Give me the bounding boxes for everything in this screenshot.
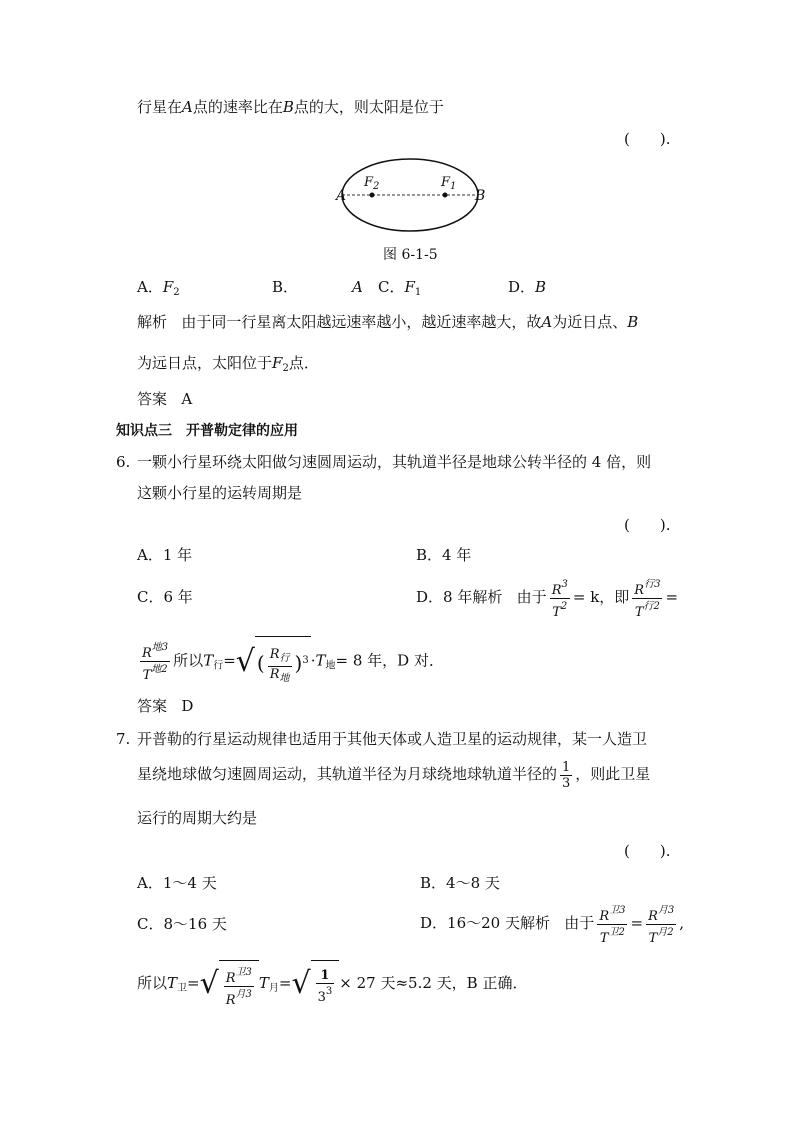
q6-answer-parentheses: ( ).	[624, 516, 671, 534]
q5-analysis-line-1: 解析 由于同一行星离太阳越远速率越小，越近速率越大，故A为近日点、B	[137, 313, 639, 331]
q6-option-c: C．6 年	[137, 588, 193, 606]
figure-label-b: B	[475, 188, 486, 204]
q5-option-c: C．$F_1$	[378, 278, 422, 298]
q7-analysis-formula: 所以$T_卫=√$ $\frac{R^{卫3}}{R^{月3}}$ $T_月=√$ $\frac{1}{3^3}$ × 27 天≈5.2 天，B 正确．	[137, 960, 527, 1011]
figure-label-f2: $F_2$	[364, 175, 380, 192]
q7-stem-line-2: 星绕地球做匀速圆周运动，其轨道半径为月球绕地球轨道半径的 $\frac{1}{3}$ ，则此卫星	[137, 759, 651, 791]
intro-question-text: 行星在A点的速率比在B点的大，则太阳是位于	[137, 98, 444, 116]
q5-analysis-line-2: 为远日点，太阳位于$F_2$点．	[137, 354, 319, 374]
q5-option-a: A．$F_2$	[137, 278, 180, 298]
q6-stem-line-2: 这颗小行星的运转周期是	[137, 484, 303, 502]
q7-answer-parentheses: ( ).	[624, 842, 671, 860]
section-title: 知识点三 开普勒定律的应用	[116, 423, 298, 439]
q7-option-a: A．1～4 天	[137, 874, 217, 892]
q7-option-c: C．8～16 天	[137, 915, 227, 933]
q7-stem-line-1: 开普勒的行星运动规律也适用于其他天体或人造卫星的运动规律，某一人造卫	[137, 730, 648, 748]
q5-option-b-value: A	[352, 278, 363, 296]
q7-option-b: B．4～8 天	[420, 874, 500, 892]
q6-option-d-and-analysis: D．8 年解析 由于 $\frac{R^3}{T^2}$ = k，即 $\frac{R^{行3}}{T^{行2}}$ =	[416, 578, 679, 620]
answer-parentheses: ( ).	[624, 130, 671, 148]
q6-answer: 答案 D	[137, 697, 194, 715]
figure-label-a: A	[336, 188, 347, 204]
q5-option-d: D．B	[508, 278, 547, 296]
q7-number: 7.	[116, 730, 131, 748]
q7-option-d-and-analysis: D．16～20 天解析 由于 $\frac{R^{卫3}}{T^{卫2}}$ = $\frac{R^{月3}}{T^{月2}}$ ,	[420, 904, 685, 946]
figure-label-f1: $F_1$	[441, 175, 457, 192]
q6-analysis-formula: $\frac{R^{地3}}{T^{地2}}$ 所以$T_行=√$ ( $\frac{R_行}{R_地}$ )$^3 \cdot T_地= 8$ 年，D 对．	[137, 636, 444, 689]
q5-option-b: B．	[272, 278, 299, 296]
q6-stem-line-1: 一颗小行星环绕太阳做匀速圆周运动，其轨道半径是地球公转半径的 4 倍，则	[137, 453, 652, 471]
q6-option-b: B．4 年	[416, 546, 472, 564]
ellipse-figure	[332, 152, 492, 242]
q6-number: 6.	[116, 453, 131, 471]
q7-stem-line-3: 运行的周期大约是	[137, 809, 258, 827]
q6-option-a: A．1 年	[137, 546, 193, 564]
q5-answer: 答案 A	[137, 390, 193, 408]
figure-caption: 图 6-1-5	[383, 247, 438, 263]
